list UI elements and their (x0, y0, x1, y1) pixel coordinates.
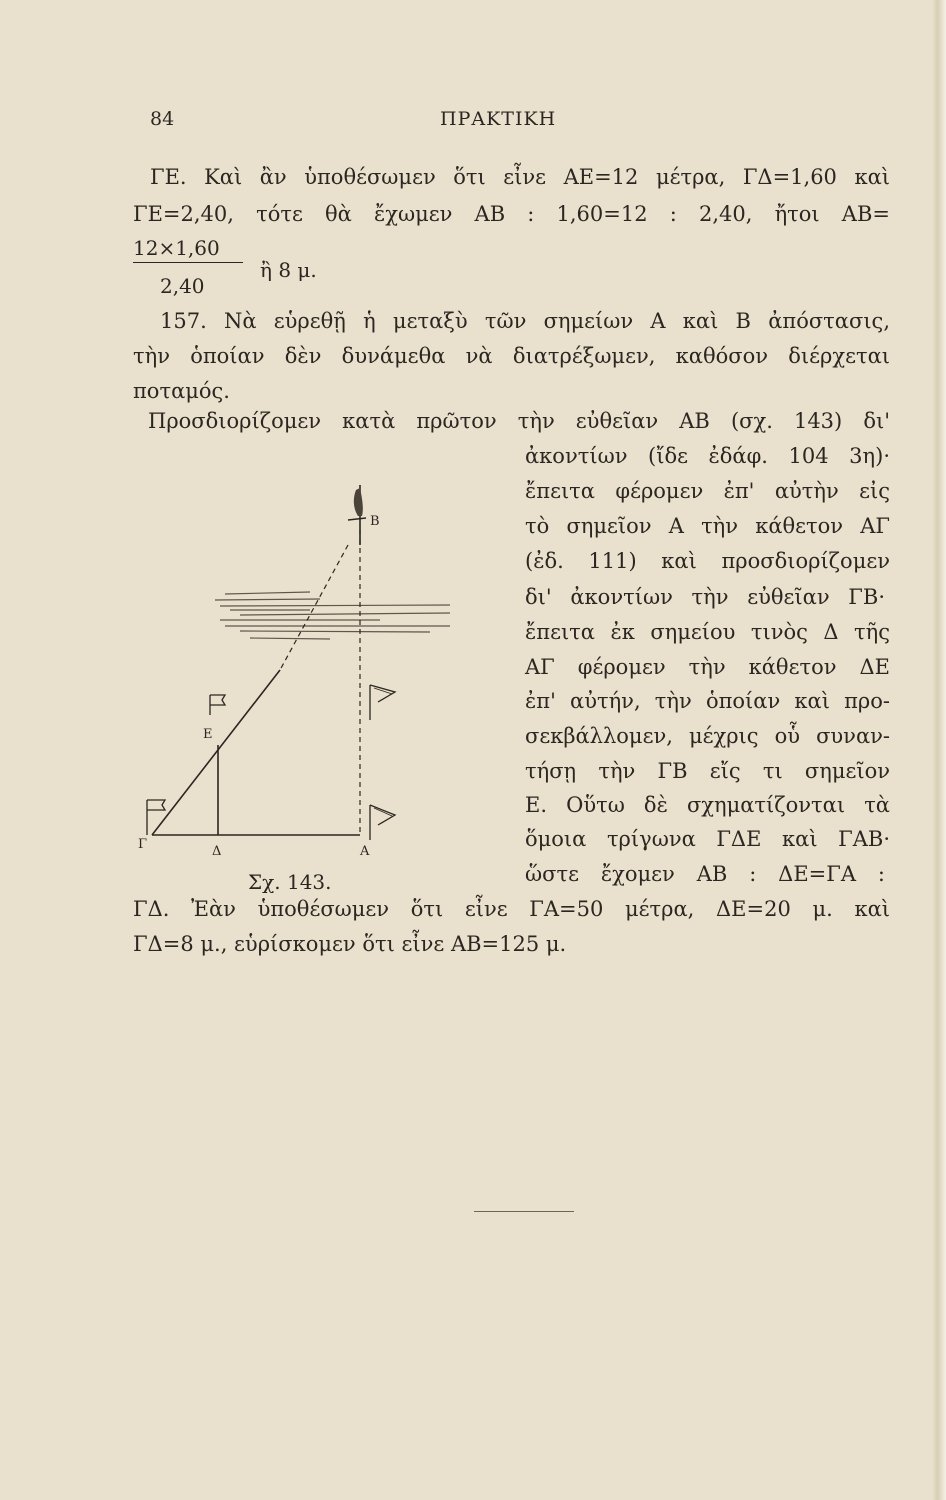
right-col-line-13: ὥστε ἔχομεν ΑΒ : ΔΕ=ΓΑ : (525, 862, 885, 886)
pole-b (348, 485, 366, 545)
right-col-line-9: σεκβάλλομεν, μέχρις οὗ συναν- (525, 724, 890, 748)
problem-157-line-1: 157. Νὰ εὑρεθῇ ἡ μεταξὺ τῶν σημείων Α καὶ Β ἀπόστασις, (160, 309, 890, 333)
river-lines (215, 592, 450, 639)
right-col-line-11: Ε. Οὕτω δὲ σχηματίζονται τὰ (525, 793, 890, 817)
label-a: A (360, 844, 370, 859)
flag-mid (370, 685, 395, 720)
right-col-line-12: ὅμοια τρίγωνα ΓΔΕ καὶ ΓΑΒ· (525, 827, 890, 851)
text-line-1: ΓΕ. Καὶ ἂν ὑποθέσωμεν ὅτι εἶνε ΑΕ=12 μέτρα, ΓΔ=1,60 καὶ (150, 165, 890, 189)
fraction-denominator: 2,40 (160, 274, 205, 298)
flag-a (370, 805, 395, 840)
right-col-line-3: τὸ σημεῖον Α τὴν κάθετον ΑΓ (525, 514, 890, 538)
right-col-line-5: δι' ἀκοντίων τὴν εὐθεῖαν ΓΒ· (525, 585, 885, 609)
page-header (150, 108, 890, 136)
problem-157-line-4: Προσδιορίζομεν κατὰ πρῶτον τὴν εὐθεῖαν ΑΒ (σχ. 143) δι' (148, 409, 890, 433)
right-col-line-6: ἔπειτα ἐκ σημείου τινὸς Δ τῆς (525, 620, 890, 644)
right-col-line-10: τήσῃ τὴν ΓΒ εἴς τι σημεῖον (525, 759, 890, 783)
fraction-bar (133, 262, 243, 263)
closing-line-1: ΓΔ. Ἐὰν ὑποθέσωμεν ὅτι εἶνε ΓΑ=50 μέτρα, ΔΕ=20 μ. καὶ (133, 897, 890, 921)
problem-157-line-2: τὴν ὁποίαν δὲν δυνάμεθα νὰ διατρέξωμεν, καθόσον διέρχεται (133, 344, 890, 368)
right-col-line-7: ΑΓ φέρομεν τὴν κάθετον ΔΕ (525, 655, 890, 679)
right-col-line-8: ἐπ' αὐτήν, τὴν ὁποίαν καὶ προ- (525, 689, 890, 713)
closing-line-2: ΓΔ=8 μ., εὑρίσκομεν ὅτι εἶνε ΑΒ=125 μ. (133, 932, 567, 956)
fraction-numerator: 12×1,60 (133, 236, 220, 260)
text-line-2: ΓΕ=2,40, τότε θὰ ἔχωμεν ΑΒ : 1,60=12 : 2,40, ἤτοι ΑΒ= (133, 202, 890, 226)
right-col-line-2: ἔπειτα φέρομεν ἐπ' αὐτὴν εἰς (525, 479, 890, 503)
label-b: B (370, 514, 380, 529)
figure-143 (130, 470, 460, 880)
fraction-result: ἢ 8 μ. (260, 258, 317, 282)
page-edge (932, 0, 946, 1500)
label-e: E (203, 727, 213, 742)
line-gb-dashed (280, 545, 348, 670)
figure-caption: Σχ. 143. (248, 870, 332, 894)
end-rule (474, 1211, 574, 1212)
flag-e (210, 695, 225, 715)
right-col-line-4: (ἐδ. 111) καὶ προσδιορίζομεν (525, 549, 890, 573)
label-g: Γ (138, 837, 148, 852)
right-col-line-1: ἀκοντίων (ἴδε ἐδάφ. 104 3η)· (525, 444, 890, 468)
page-number: 84 (150, 108, 175, 130)
label-d: Δ (212, 844, 222, 859)
running-title: ΠΡΑΚΤΙΚΗ (440, 108, 557, 130)
problem-157-line-3: ποταμός. (133, 379, 230, 403)
